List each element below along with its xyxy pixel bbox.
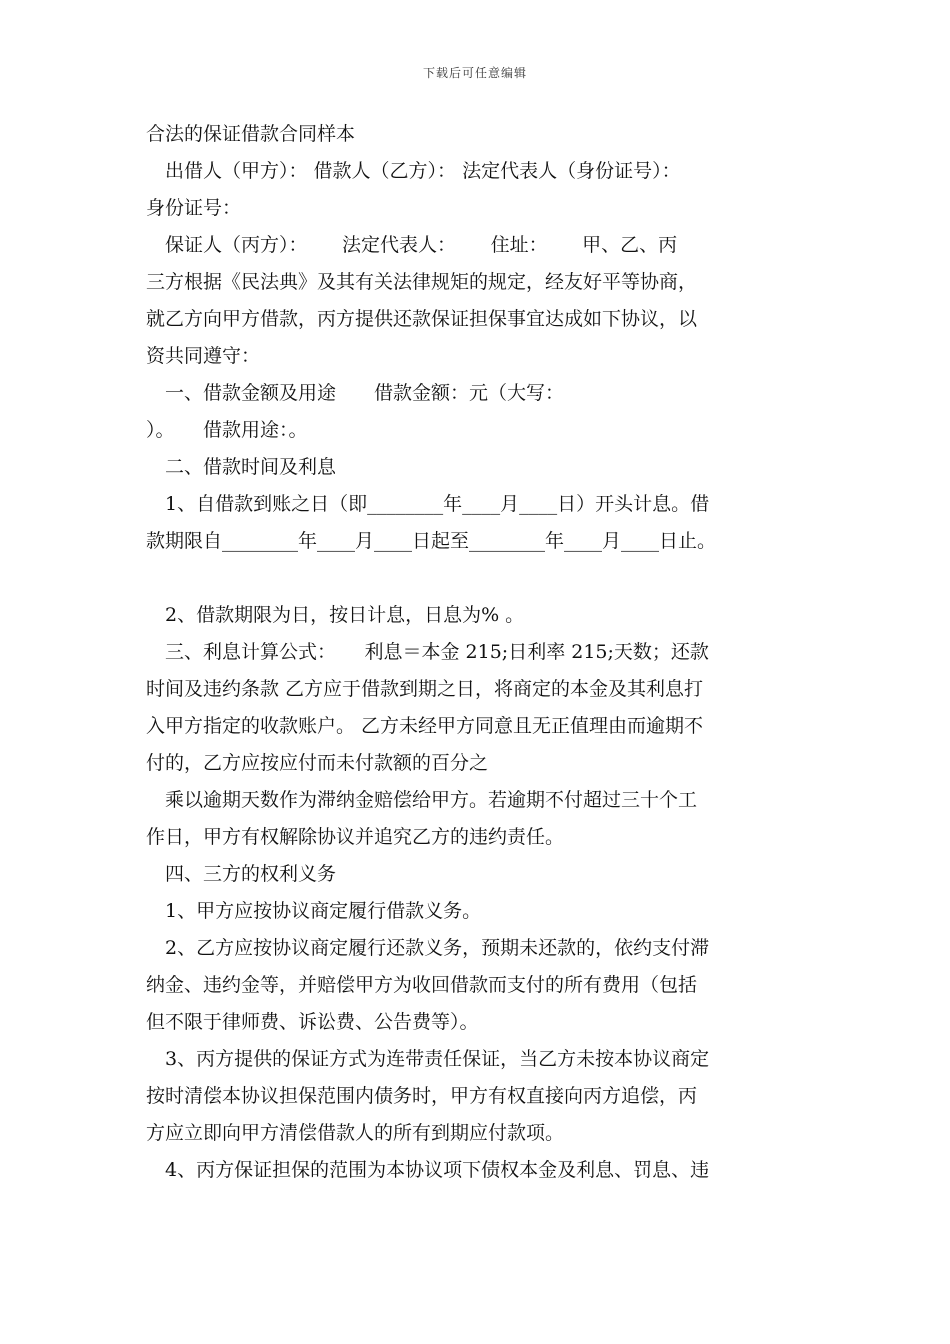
text-line: 入甲方指定的收款账户。 乙方未经甲方同意且无正值理由而逾期不: [146, 715, 704, 737]
text-line: 保证人（丙方）： 法定代表人： 住址： 甲、乙、丙: [165, 234, 678, 256]
text-line: 4、丙方保证担保的范围为本协议项下债权本金及利息、罚息、违: [165, 1159, 710, 1181]
text-line: 纳金、违约金等，并赔偿甲方为收回借款而支付的所有费用（包括: [146, 974, 698, 996]
text-line: 时间及违约条款 乙方应于借款到期之日，将商定的本金及其利息打: [146, 678, 704, 700]
text-line: 就乙方向甲方借款，丙方提供还款保证担保事宜达成如下协议，以: [146, 308, 698, 330]
text-line: 款期限自________年____月____日起至________年____月____日止。: [146, 530, 717, 552]
page-header: 下载后可任意编辑: [422, 66, 527, 80]
text-line: 三方根据《民法典》及其有关法律规矩的规定，经友好平等协商，: [146, 271, 698, 293]
text-line: 三、利息计算公式： 利息＝本金 215;日利率 215;天数；还款: [165, 641, 709, 663]
text-line: 出借人（甲方）： 借款人（乙方）： 法定代表人（身份证号）：: [165, 160, 681, 182]
text-line: ）。 借款用途：。: [146, 419, 308, 441]
text-line: 按时清偿本协议担保范围内债务时，甲方有权直接向丙方追偿，丙: [146, 1085, 698, 1107]
text-line: 身份证号：: [146, 197, 242, 219]
text-line: 付的，乙方应按应付而未付款额的百分之: [146, 752, 489, 774]
text-line: 四、三方的权利义务: [165, 863, 337, 885]
blank-line: [146, 560, 818, 597]
text-line: 作日，甲方有权解除协议并追究乙方的违约责任。: [146, 826, 565, 848]
text-line: 2、借款期限为日，按日计息，日息为% 。: [165, 604, 525, 626]
text-line: 方应立即向甲方清偿借款人的所有到期应付款项。: [146, 1122, 565, 1144]
text-line: 二、借款时间及利息: [165, 456, 337, 478]
text-line: 2、乙方应按协议商定履行还款义务，预期未还款的，依约支付滞: [165, 937, 710, 959]
text-line: 1、自借款到账之日（即________年____月____日）开头计息。借: [165, 493, 710, 515]
document-body: [146, 116, 818, 1189]
text-line: 1、甲方应按协议商定履行借款义务。: [165, 900, 482, 922]
text-line: 3、丙方提供的保证方式为连带责任保证，当乙方未按本协议商定: [165, 1048, 710, 1070]
text-line: 一、借款金额及用途 借款金额：元（大写：: [165, 382, 565, 404]
text-line: 但不限于律师费、诉讼费、公告费等）。: [146, 1011, 479, 1033]
text-line: 资共同遵守：: [146, 345, 261, 367]
text-line: 乘以逾期天数作为滞纳金赔偿给甲方。若逾期不付超过三十个工: [165, 789, 698, 811]
document-title: 合法的保证借款合同样本: [146, 123, 356, 145]
